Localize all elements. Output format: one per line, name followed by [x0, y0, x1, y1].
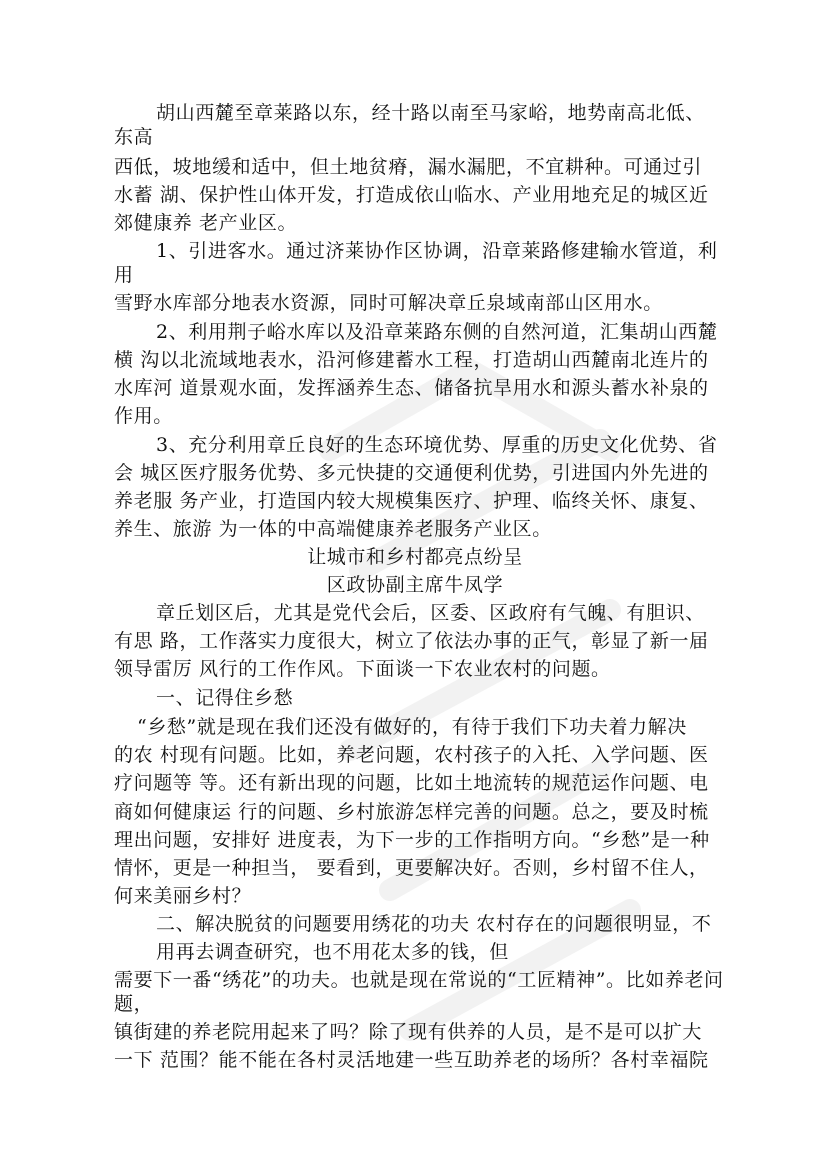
paragraph-line: 横 沟以北流域地表水，沿河修建蓄水工程，打造胡山西麓南北连片的 — [114, 349, 709, 371]
article-author: 区政协副主席牛凤学 — [326, 574, 504, 596]
paragraph-line: 用 — [114, 264, 134, 286]
paragraph-line: 章丘划区后，尤其是党代会后，区委、区政府有气魄、有胆识、 — [156, 602, 705, 624]
paragraph-line: 理出问题，安排好 进度表，为下一步的工作指明方向。“乡愁”是一种 — [114, 829, 710, 851]
paragraph-line: 何来美丽乡村？ — [114, 885, 252, 907]
paragraph-line: 3、充分利用章丘良好的生态环境优势、厚重的历史文化优势、省 — [156, 434, 718, 456]
paragraph-line: 的农 村现有问题。比如，养老问题，农村孩子的入托、入学问题、医 — [114, 744, 709, 766]
paragraph-line: 水蓄 湖、保护性山体开发，打造成依山临水、产业用地充足的城区近 — [114, 184, 709, 206]
section-heading: 一、记得住乡愁 — [156, 687, 294, 709]
paragraph-line: 领导雷厉 风行的工作作风。下面谈一下农业农村的问题。 — [114, 658, 611, 680]
paragraph-line: 雪野水库部分地表水资源，同时可解决章丘泉域南部山区用水。 — [114, 292, 663, 314]
paragraph-line: 水库河 道景观水面，发挥涵养生态、储备抗旱用水和源头蓄水补泉的 — [114, 377, 709, 399]
paragraph-line: 商如何健康运 行的问题、乡村旅游怎样完善的问题。总之，要及时梳 — [114, 801, 709, 823]
paragraph-line: 郊健康养 老产业区。 — [114, 212, 298, 234]
paragraph-line: 作用。 — [114, 405, 173, 427]
paragraph-line: 疗问题等 等。还有新出现的问题，比如土地流转的规范运作问题、电 — [114, 772, 709, 794]
paragraph-line: 有思 路，工作落实力度很大，树立了依法办事的正气，彰显了新一届 — [114, 630, 709, 652]
paragraph-line: 胡山西麓至章莱路以东，经十路以南至马家峪，地势南高北低、 — [156, 102, 705, 124]
paragraph-line: 东高 — [114, 126, 154, 148]
paragraph-line: 西低，坡地缓和适中，但土地贫瘠，漏水漏肥，不宜耕种。可通过引 — [114, 156, 703, 178]
article-title: 让城市和乡村都亮点纷呈 — [307, 546, 523, 568]
paragraph-line: 情怀，更是一种担当， 要看到，更要解决好。否则，乡村留不住人， — [114, 857, 709, 879]
paragraph-line: 二、解决脱贫的问题要用绣花的功夫 农村存在的问题很明显，不 — [156, 913, 712, 935]
paragraph-line: 需要下一番“绣花”的功夫。也就是现在常说的“工匠精神”。比如养老问 — [114, 969, 724, 991]
paragraph-line: “乡愁”就是现在我们还没有做好的，有待于我们下功夫着力解决 — [137, 716, 687, 738]
paragraph-line: 镇街建的养老院用起来了吗？除了现有供养的人员，是不是可以扩大 — [114, 1021, 703, 1043]
paragraph-line: 2、利用荆子峪水库以及沿章莱路东侧的自然河道，汇集胡山西麓 — [156, 321, 718, 343]
paragraph-line: 1、引进客水。通过济莱协作区协调，沿章莱路修建输水管道，利 — [156, 240, 718, 262]
paragraph-line: 用再去调查研究，也不用花太多的钱，但 — [156, 941, 509, 963]
paragraph-line: 养生、旅游 为一体的中高端健康养老服务产业区。 — [114, 518, 552, 540]
paragraph-line: 题， — [114, 993, 154, 1015]
paragraph-line: 会 城区医疗服务优势、多元快捷的交通便利优势，引进国内外先进的 — [114, 462, 709, 484]
paragraph-line: 一下 范围？能不能在各村灵活地建一些互助养老的场所？各村幸福院 — [114, 1049, 709, 1071]
paragraph-line: 养老服 务产业，打造国内较大规模集医疗、护理、临终关怀、康复、 — [114, 490, 709, 512]
